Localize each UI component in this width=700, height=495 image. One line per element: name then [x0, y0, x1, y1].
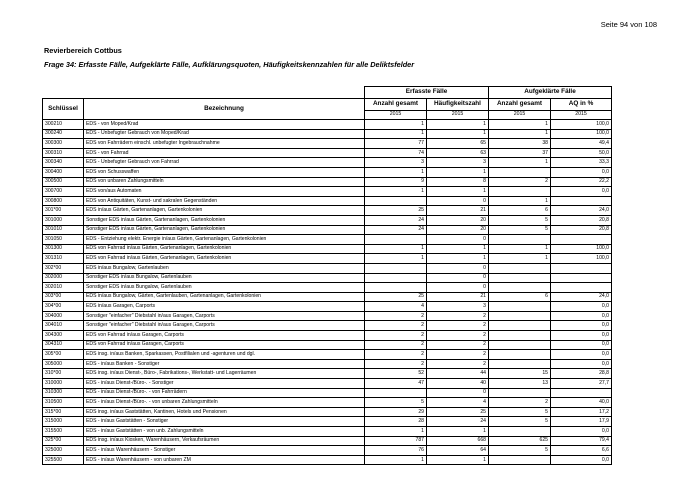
table-row: [43, 215, 612, 225]
cell-count: 3: [365, 158, 427, 168]
cell-count: 24: [365, 215, 427, 225]
cell-description: EDS - in/aus Gaststätten - Sonstiger: [84, 417, 365, 427]
cell-solved: [489, 340, 551, 350]
cell-solved: 2: [489, 177, 551, 187]
cell-count: 2: [365, 331, 427, 341]
cell-solved: [489, 388, 551, 398]
cell-frequency: 0: [427, 235, 489, 245]
region-title: Revierbereich Cottbus: [44, 46, 122, 55]
cell-count: 29: [365, 407, 427, 417]
cell-count: [365, 283, 427, 293]
cell-frequency: 2: [427, 331, 489, 341]
cell-count: [365, 235, 427, 245]
cell-key: 301*00: [43, 206, 84, 216]
cell-count: 47: [365, 379, 427, 389]
table-row: [43, 388, 612, 398]
cell-frequency: 2: [427, 340, 489, 350]
table-row: [43, 120, 612, 130]
cell-description: EDS - von Moped/Krad: [84, 120, 365, 130]
cell-description: EDS - in/aus Dienst-/Büro-. - von unbaren Zahlungsmitteln: [84, 398, 365, 408]
cell-solved: [489, 263, 551, 273]
cell-frequency: 65: [427, 139, 489, 149]
cell-count: 1: [365, 187, 427, 197]
cell-key: 315*00: [43, 407, 84, 417]
cell-description: EDS insg. in/aus Gaststätten, Kantinen, Hotels und Pensionen: [84, 407, 365, 417]
cell-frequency: 64: [427, 446, 489, 456]
cell-solved: [489, 311, 551, 321]
cell-count: 787: [365, 436, 427, 446]
cell-count: 74: [365, 148, 427, 158]
table-row: [43, 235, 612, 245]
cell-count: 76: [365, 446, 427, 456]
cell-solved: 625: [489, 436, 551, 446]
header-spacer: [84, 87, 365, 99]
cell-rate: 0,0: [551, 302, 612, 312]
table-row: [43, 379, 612, 389]
cell-description: EDS - von Fahrrad: [84, 148, 365, 158]
cell-rate: 0,0: [551, 167, 612, 177]
cell-solved: 5: [489, 407, 551, 417]
cell-solved: 6: [489, 206, 551, 216]
header-count-total: Anzahl gesamt: [365, 99, 427, 111]
table-row: [43, 187, 612, 197]
cell-frequency: 1: [427, 455, 489, 465]
cell-rate: 28,8: [551, 369, 612, 379]
cell-description: Sonstiger EDS in/aus Bungalow, Gartenlauben: [84, 273, 365, 283]
cell-rate: 0,0: [551, 359, 612, 369]
cell-description: EDS - Unbefugter Gebrauch von Fahrrad: [84, 158, 365, 168]
cell-frequency: 3: [427, 302, 489, 312]
cell-solved: 1: [489, 196, 551, 206]
cell-count: 1: [365, 120, 427, 130]
cell-solved: [489, 350, 551, 360]
table-caption: Frage 34: Erfasste Fälle, Aufgeklärte Fälle, Aufklärungsquoten, Häufigkeitskennzahlen für alle Deliktsfelder: [44, 60, 415, 69]
cell-solved: 38: [489, 139, 551, 149]
table-row: [43, 244, 612, 254]
table-row: [43, 158, 612, 168]
cell-frequency: 2: [427, 311, 489, 321]
cell-frequency: 0: [427, 273, 489, 283]
cell-key: 325*00: [43, 436, 84, 446]
cell-solved: 5: [489, 417, 551, 427]
cell-key: 304000: [43, 311, 84, 321]
cell-description: EDS - in/aus Dienst-/Büro-. - Sonstiger: [84, 379, 365, 389]
cell-description: EDS - Entziehung elektr. Energie in/aus Gärten, Gartenanlagen, Gartenkolonien: [84, 235, 365, 245]
cell-key: 305000: [43, 359, 84, 369]
cell-frequency: 0: [427, 283, 489, 293]
cell-key: 300800: [43, 196, 84, 206]
cell-solved: [489, 273, 551, 283]
cell-solved: 5: [489, 215, 551, 225]
header-description: Bezeichnung: [84, 99, 365, 120]
table-row: [43, 283, 612, 293]
cell-rate: 0,0: [551, 350, 612, 360]
cell-solved: 5: [489, 225, 551, 235]
cell-key: 302010: [43, 283, 84, 293]
cell-frequency: 1: [427, 187, 489, 197]
statistics-table: [42, 86, 612, 465]
year-label: 2015: [365, 111, 427, 120]
header-solved-total: Anzahl gesamt: [489, 99, 551, 111]
cell-rate: 79,4: [551, 436, 612, 446]
table-row: [43, 321, 612, 331]
cell-solved: [489, 283, 551, 293]
cell-count: 2: [365, 340, 427, 350]
table-row: [43, 398, 612, 408]
cell-description: Sonstiger "einfacher" Diebstahl in/aus Garagen, Carports: [84, 311, 365, 321]
table-row: [43, 407, 612, 417]
cell-count: 1: [365, 167, 427, 177]
table-row: [43, 436, 612, 446]
table-row: [43, 455, 612, 465]
cell-description: EDS von Fahrrad in/aus Garagen, Carports: [84, 340, 365, 350]
header-solved-cases: Aufgeklärte Fälle: [489, 87, 612, 99]
cell-rate: 40,0: [551, 398, 612, 408]
cell-description: EDS von Fahrrad in/aus Gärten, Gartenanlagen, Gartenkolonien: [84, 244, 365, 254]
cell-count: 77: [365, 139, 427, 149]
cell-description: EDS - in/aus Gaststätten - von unb. Zahlungsmitteln: [84, 427, 365, 437]
cell-rate: 0,0: [551, 311, 612, 321]
cell-frequency: 4: [427, 398, 489, 408]
cell-rate: 0,0: [551, 340, 612, 350]
year-label: 2015: [489, 111, 551, 120]
table-row: [43, 292, 612, 302]
cell-key: 303*00: [43, 292, 84, 302]
table-row: [43, 369, 612, 379]
cell-solved: 2: [489, 398, 551, 408]
cell-count: 25: [365, 206, 427, 216]
header-frequency: Häufigkeitszahl: [427, 99, 489, 111]
cell-solved: 37: [489, 148, 551, 158]
cell-description: EDS von Fahrrad in/aus Garagen, Carports: [84, 331, 365, 341]
table-row: [43, 196, 612, 206]
cell-count: [365, 196, 427, 206]
cell-frequency: 63: [427, 148, 489, 158]
cell-key: 302000: [43, 273, 84, 283]
cell-frequency: 24: [427, 417, 489, 427]
cell-rate: 27,7: [551, 379, 612, 389]
cell-solved: 5: [489, 446, 551, 456]
cell-solved: 1: [489, 120, 551, 130]
cell-key: 300240: [43, 129, 84, 139]
cell-key: 304300: [43, 331, 84, 341]
cell-rate: 49,4: [551, 139, 612, 149]
cell-key: 302*00: [43, 263, 84, 273]
cell-key: 325000: [43, 446, 84, 456]
cell-key: 300500: [43, 177, 84, 187]
cell-description: EDS insg. in/aus Banken, Sparkassen, Postfilialen und -agenturen und dgl.: [84, 350, 365, 360]
cell-count: 4: [365, 302, 427, 312]
cell-frequency: 1: [427, 244, 489, 254]
cell-rate: [551, 388, 612, 398]
table-row: [43, 350, 612, 360]
table-row: [43, 167, 612, 177]
cell-count: 2: [365, 311, 427, 321]
cell-rate: 0,0: [551, 427, 612, 437]
cell-key: 304310: [43, 340, 84, 350]
cell-description: EDS - in/aus Warenhäusern - Sonstiger: [84, 446, 365, 456]
cell-rate: [551, 196, 612, 206]
cell-frequency: 0: [427, 263, 489, 273]
table-row: [43, 359, 612, 369]
cell-count: 1: [365, 455, 427, 465]
cell-rate: 24,0: [551, 292, 612, 302]
cell-key: 315000: [43, 417, 84, 427]
cell-count: 5: [365, 398, 427, 408]
cell-count: 25: [365, 292, 427, 302]
page-number: Seite 94 von 108: [600, 20, 657, 29]
cell-frequency: 0: [427, 388, 489, 398]
cell-count: 2: [365, 350, 427, 360]
cell-description: EDS von Antiquitäten, Kunst- und sakralen Gegenständen: [84, 196, 365, 206]
cell-frequency: 2: [427, 321, 489, 331]
cell-description: EDS in/aus Bungalow, Gartenlauben: [84, 263, 365, 273]
cell-frequency: 21: [427, 292, 489, 302]
cell-rate: 0,0: [551, 187, 612, 197]
cell-count: 9: [365, 177, 427, 187]
cell-rate: 100,0: [551, 129, 612, 139]
cell-key: 300310: [43, 148, 84, 158]
table-row: [43, 148, 612, 158]
cell-key: 300340: [43, 158, 84, 168]
table-row: [43, 446, 612, 456]
cell-rate: 22,2: [551, 177, 612, 187]
cell-frequency: 1: [427, 120, 489, 130]
cell-count: [365, 273, 427, 283]
cell-rate: 50,0: [551, 148, 612, 158]
cell-count: 1: [365, 244, 427, 254]
cell-description: Sonstiger EDS in/aus Gärten, Gartenanlagen, Gartenkolonien: [84, 215, 365, 225]
cell-rate: 0,0: [551, 455, 612, 465]
header-key: Schlüssel: [43, 99, 84, 120]
cell-rate: [551, 235, 612, 245]
cell-description: EDS von Schusswaffen: [84, 167, 365, 177]
cell-frequency: 1: [427, 254, 489, 264]
cell-solved: [489, 359, 551, 369]
cell-solved: [489, 331, 551, 341]
cell-frequency: 1: [427, 167, 489, 177]
cell-frequency: 40: [427, 379, 489, 389]
cell-key: 301010: [43, 225, 84, 235]
cell-description: EDS von Fahrrad in/aus Gärten, Gartenanlagen, Gartenkolonien: [84, 254, 365, 264]
cell-rate: 33,3: [551, 158, 612, 168]
cell-description: EDS - Unbefugter Gebrauch von Moped/Krad: [84, 129, 365, 139]
cell-rate: [551, 263, 612, 273]
cell-count: 2: [365, 359, 427, 369]
cell-count: [365, 388, 427, 398]
cell-frequency: 8: [427, 177, 489, 187]
cell-solved: [489, 167, 551, 177]
cell-count: 1: [365, 254, 427, 264]
cell-key: 301310: [43, 254, 84, 264]
cell-frequency: 20: [427, 215, 489, 225]
cell-description: EDS von Fahrrädern einschl. unbefugter Ingebrauchnahme: [84, 139, 365, 149]
cell-rate: 0,0: [551, 321, 612, 331]
cell-rate: 20,8: [551, 225, 612, 235]
cell-rate: 17,9: [551, 417, 612, 427]
table-row: [43, 129, 612, 139]
cell-rate: [551, 273, 612, 283]
cell-frequency: 1: [427, 129, 489, 139]
cell-key: 315500: [43, 427, 84, 437]
cell-rate: [551, 283, 612, 293]
cell-frequency: 2: [427, 350, 489, 360]
table-row: [43, 273, 612, 283]
cell-key: 301050: [43, 235, 84, 245]
cell-count: 2: [365, 321, 427, 331]
cell-key: 310300: [43, 388, 84, 398]
cell-key: 301000: [43, 215, 84, 225]
cell-description: EDS insg. in/aus Kiosken, Warenhäusern, Verkaufsräumen: [84, 436, 365, 446]
table-row: [43, 340, 612, 350]
cell-description: EDS insg. in/aus Dienst-, Büro-, Fabrikations-, Werkstatt- und Lagerräumen: [84, 369, 365, 379]
cell-frequency: 2: [427, 359, 489, 369]
cell-frequency: 21: [427, 206, 489, 216]
cell-key: 304010: [43, 321, 84, 331]
cell-solved: [489, 302, 551, 312]
cell-solved: [489, 321, 551, 331]
table-row: [43, 139, 612, 149]
table-row: [43, 311, 612, 321]
cell-solved: [489, 187, 551, 197]
cell-rate: 100,0: [551, 254, 612, 264]
cell-frequency: 3: [427, 158, 489, 168]
cell-rate: 24,0: [551, 206, 612, 216]
cell-rate: 6,6: [551, 446, 612, 456]
cell-solved: [489, 455, 551, 465]
cell-count: [365, 263, 427, 273]
cell-key: 305*00: [43, 350, 84, 360]
header-recorded-cases: Erfasste Fälle: [365, 87, 489, 99]
cell-description: EDS - in/aus Dienst-/Büro-. - von Fahrrädern: [84, 388, 365, 398]
cell-key: 300300: [43, 139, 84, 149]
cell-key: 304*00: [43, 302, 84, 312]
cell-solved: 13: [489, 379, 551, 389]
cell-solved: 1: [489, 158, 551, 168]
table-row: [43, 206, 612, 216]
cell-solved: [489, 235, 551, 245]
year-label: 2015: [551, 111, 612, 120]
cell-description: EDS in/aus Garagen, Carports: [84, 302, 365, 312]
cell-description: EDS in/aus Bungalow, Gärten, Gartenlauben, Gartenanlagen, Gartenkolonien: [84, 292, 365, 302]
cell-rate: 0,0: [551, 331, 612, 341]
cell-solved: [489, 427, 551, 437]
cell-description: Sonstiger "einfacher" Diebstahl in/aus Garagen, Carports: [84, 321, 365, 331]
cell-count: 52: [365, 369, 427, 379]
cell-rate: 20,8: [551, 215, 612, 225]
cell-frequency: 20: [427, 225, 489, 235]
cell-solved: 1: [489, 254, 551, 264]
cell-key: 300700: [43, 187, 84, 197]
cell-description: Sonstiger EDS in/aus Bungalow, Gartenlauben: [84, 283, 365, 293]
table-row: [43, 263, 612, 273]
cell-solved: 6: [489, 292, 551, 302]
cell-count: 1: [365, 129, 427, 139]
cell-solved: 15: [489, 369, 551, 379]
cell-description: EDS von/aus Automaten: [84, 187, 365, 197]
cell-key: 301300: [43, 244, 84, 254]
cell-solved: 1: [489, 244, 551, 254]
cell-count: 1: [365, 427, 427, 437]
cell-key: 310*00: [43, 369, 84, 379]
cell-count: 28: [365, 417, 427, 427]
cell-key: 325500: [43, 455, 84, 465]
cell-description: Sonstiger EDS in/aus Gärten, Gartenanlagen, Gartenkolonien: [84, 225, 365, 235]
cell-key: 310500: [43, 398, 84, 408]
cell-frequency: 668: [427, 436, 489, 446]
cell-frequency: 1: [427, 427, 489, 437]
cell-key: 300210: [43, 120, 84, 130]
table-row: [43, 427, 612, 437]
cell-solved: 1: [489, 129, 551, 139]
table-row: [43, 302, 612, 312]
cell-description: EDS - in/aus Banken - Sonstiger: [84, 359, 365, 369]
year-label: 2015: [427, 111, 489, 120]
cell-frequency: 44: [427, 369, 489, 379]
table-row: [43, 331, 612, 341]
cell-rate: 100,0: [551, 120, 612, 130]
cell-key: 300400: [43, 167, 84, 177]
header-spacer: [43, 87, 84, 99]
table-row: [43, 254, 612, 264]
cell-rate: 17,2: [551, 407, 612, 417]
cell-rate: 100,0: [551, 244, 612, 254]
table-row: [43, 177, 612, 187]
table-row: [43, 417, 612, 427]
cell-frequency: 25: [427, 407, 489, 417]
cell-frequency: 0: [427, 196, 489, 206]
header-clearance-rate: AQ in %: [551, 99, 612, 111]
cell-description: EDS in/aus Gärten, Gartenanlagen, Gartenkolonien: [84, 206, 365, 216]
cell-key: 310000: [43, 379, 84, 389]
table-row: [43, 225, 612, 235]
cell-count: 24: [365, 225, 427, 235]
cell-description: EDS - in/aus Warenhäusern - von unbaren ZM: [84, 455, 365, 465]
cell-description: EDS von unbaren Zahlungsmitteln: [84, 177, 365, 187]
